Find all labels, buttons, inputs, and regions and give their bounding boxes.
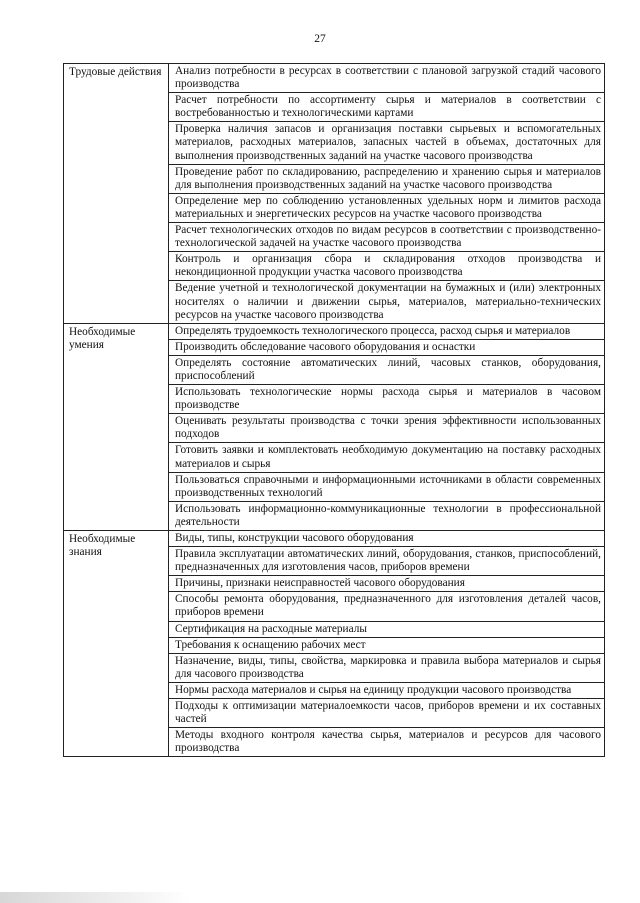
requirement-item: Правила эксплуатации автоматических линий, оборудования, станков, приспособлений, предназначенных для изготовления часов, приборов времени (169, 547, 605, 576)
scan-artifact (0, 892, 190, 903)
table-row (64, 323, 605, 339)
section-label-cell (64, 64, 169, 324)
requirement-item: Определять состояние автоматических линий, часовых станков, оборудования, приспособлений (169, 355, 605, 384)
requirement-item: Определение мер по соблюдению установленных удельных норм и лимитов расхода материальных и энергетических ресурсов на участке часового производства (169, 193, 605, 222)
requirement-item: Расчет потребности по ассортименту сырья и материалов в соответствии с востребованностью и технологическими картами (169, 93, 605, 122)
requirement-item: Способы ремонта оборудования, предназначенного для изготовления деталей часов, приборов времени (169, 592, 605, 621)
requirement-item: Производить обследование часового оборудования и оснастки (169, 339, 605, 355)
requirement-item: Ведение учетной и технологической документации на бумажных и (или) электронных носителях о наличии и движении сырья, материалов, материально-технических ресурсов на участке часового производства (169, 281, 605, 323)
requirement-item: Назначение, виды, типы, свойства, маркировка и правила выбора материалов и сырья для часового производства (169, 653, 605, 682)
requirement-item: Пользоваться справочными и информационными источниками в области современных производственных технологий (169, 472, 605, 501)
requirements-table-body (64, 64, 605, 757)
requirement-item: Требования к оснащению рабочих мест (169, 637, 605, 653)
requirement-item: Использовать информационно-коммуникационные технологии в профессиональной деятельности (169, 501, 605, 530)
requirement-item: Использовать технологические нормы расхода сырья и материалов в часовом производстве (169, 385, 605, 414)
requirement-item: Нормы расхода материалов и сырья на единицу продукции часового производства (169, 682, 605, 698)
section-label-cell (64, 323, 169, 530)
section-label: Необходимые знания (69, 533, 136, 559)
table-row (64, 531, 605, 547)
requirement-item: Виды, типы, конструкции часового оборудования (169, 531, 605, 547)
requirement-item: Методы входного контроля качества сырья, материалов и ресурсов для часового производства (169, 728, 605, 757)
requirement-item: Анализ потребности в ресурсах в соответствии с плановой загрузкой стадий часового производства (169, 64, 605, 93)
requirement-item: Проверка наличия запасов и организация поставки сырьевых и вспомогательных материалов, расходных материалов, запасных частей в объемах, достаточных для выполнения производственных заданий на участке часового производства (169, 122, 605, 164)
requirement-item: Готовить заявки и комплектовать необходимую документацию на поставку расходных материалов и сырья (169, 443, 605, 472)
page-number: 27 (314, 33, 326, 45)
section-label-cell (64, 531, 169, 757)
table-row (64, 64, 605, 93)
section-label: Трудовые действия (69, 66, 162, 78)
requirement-item: Проведение работ по складированию, распределению и хранению сырья и материалов для выполнения производственных заданий на участке часового производства (169, 164, 605, 193)
requirement-item: Контроль и организация сбора и складирования отходов производства и некондиционной продукции участка часового производства (169, 252, 605, 281)
requirement-item: Оценивать результаты производства с точки зрения эффективности использованных подходов (169, 414, 605, 443)
requirement-item: Сертификация на расходные материалы (169, 621, 605, 637)
requirement-item: Расчет технологических отходов по видам ресурсов в соответствии с производственно-технологической задачей на участке часового производства (169, 223, 605, 252)
section-label: Необходимые умения (69, 325, 136, 351)
requirements-table (63, 63, 605, 757)
requirement-item: Определять трудоемкость технологического процесса, расход сырья и материалов (169, 323, 605, 339)
requirement-item: Причины, признаки неисправностей часового оборудования (169, 576, 605, 592)
requirement-item: Подходы к оптимизации материалоемкости часов, приборов времени и их составных частей (169, 699, 605, 728)
